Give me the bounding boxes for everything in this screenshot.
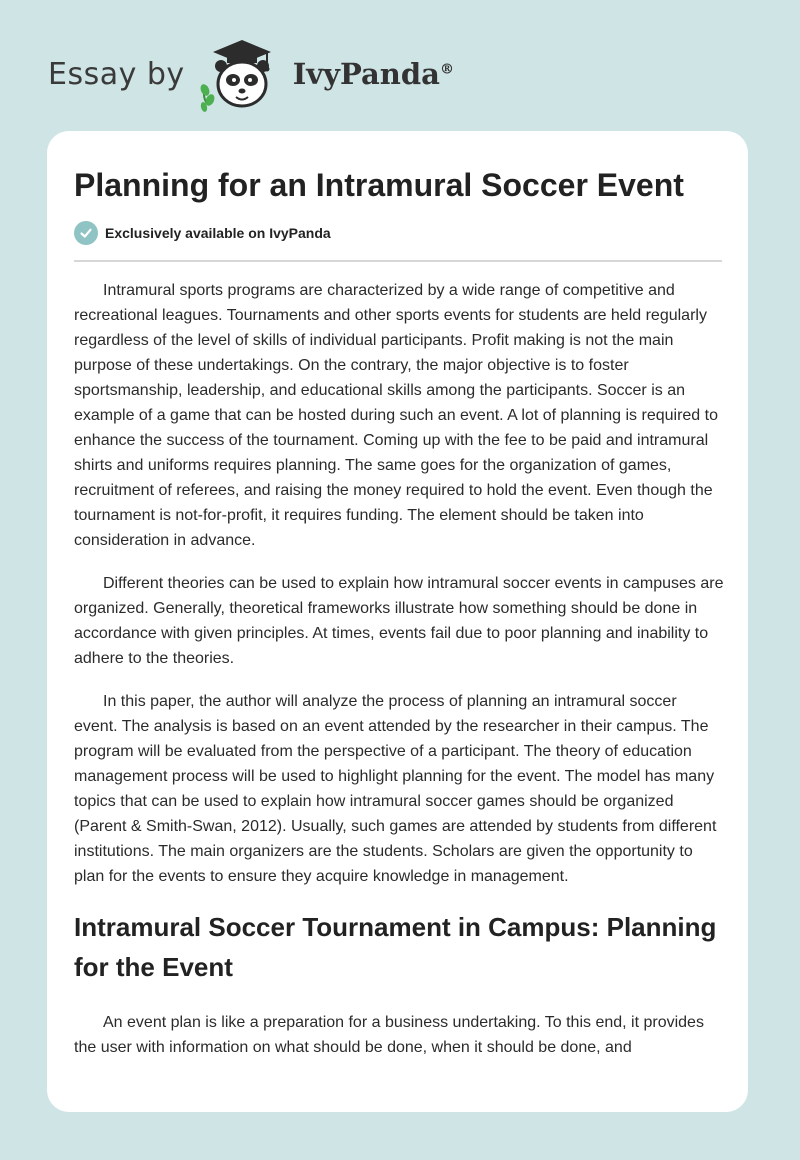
exclusive-badge bbox=[74, 221, 331, 245]
section-heading: Intramural Soccer Tournament in Campus: Planning for the Event bbox=[74, 912, 717, 982]
ivypanda-logo-icon[interactable] bbox=[199, 34, 285, 114]
registered-mark: ® bbox=[439, 61, 454, 78]
essay-card bbox=[47, 131, 748, 1112]
paragraph: Different theories can be used to explain how intramural soccer events in campuses are organized. Generally, theoretical frameworks illustrate how something should be done in accordance with given principles. At times, events fail due to poor planning and inability to adhere to the theories. bbox=[74, 575, 724, 667]
paragraph: An event plan is like a preparation for a business undertaking. To this end, it provides the user with information on what should be done, when it should be done, and bbox=[74, 1014, 704, 1056]
paragraph: In this paper, the author will analyze the process of planning an intramural soccer event. The analysis is based on an event attended by the researcher in their campus. The program will be evaluated from the perspective of a participant. The theory of education management process will be used to highlight planning for the event. The model has many topics that can be used to explain how intramural soccer games should be organized (Parent & Smith-Swan, 2012). Usually, such games are attended by students from different institutions. The main organizers are the students. Scholars are given the opportunity to plan for the events to ensure they acquire knowledge in management. bbox=[74, 693, 717, 885]
site-header bbox=[48, 34, 454, 114]
essay-by-label: Essay by bbox=[48, 56, 185, 92]
exclusive-label: Exclusively available on IvyPanda bbox=[105, 225, 331, 241]
check-circle-icon bbox=[74, 221, 98, 245]
essay-body bbox=[74, 278, 724, 1078]
ivypanda-brand[interactable] bbox=[293, 57, 454, 91]
brand-name: IvyPanda bbox=[292, 57, 440, 91]
essay-title: Planning for an Intramural Soccer Event bbox=[74, 167, 684, 203]
paragraph: Intramural sports programs are characterized by a wide range of competitive and recreational leagues. Tournaments and other sports events for students are held regularly regardless of the level of skills of individual participants. Profit making is not the main purpose of these undertakings. On the contrary, the major objective is to foster sportsmanship, leadership, and educational skills among the participants. Soccer is an example of a game that can be hosted during such an event. A lot of planning is required to enhance the success of the tournament. Coming up with the fee to be paid and intramural shirts and uniforms requires planning. The same goes for the organization of games, recruitment of referees, and raising the money required to hold the event. Even though the tournament is not-for-profit, it requires funding. The element should be taken into consideration in advance. bbox=[74, 282, 718, 549]
divider bbox=[74, 260, 722, 262]
